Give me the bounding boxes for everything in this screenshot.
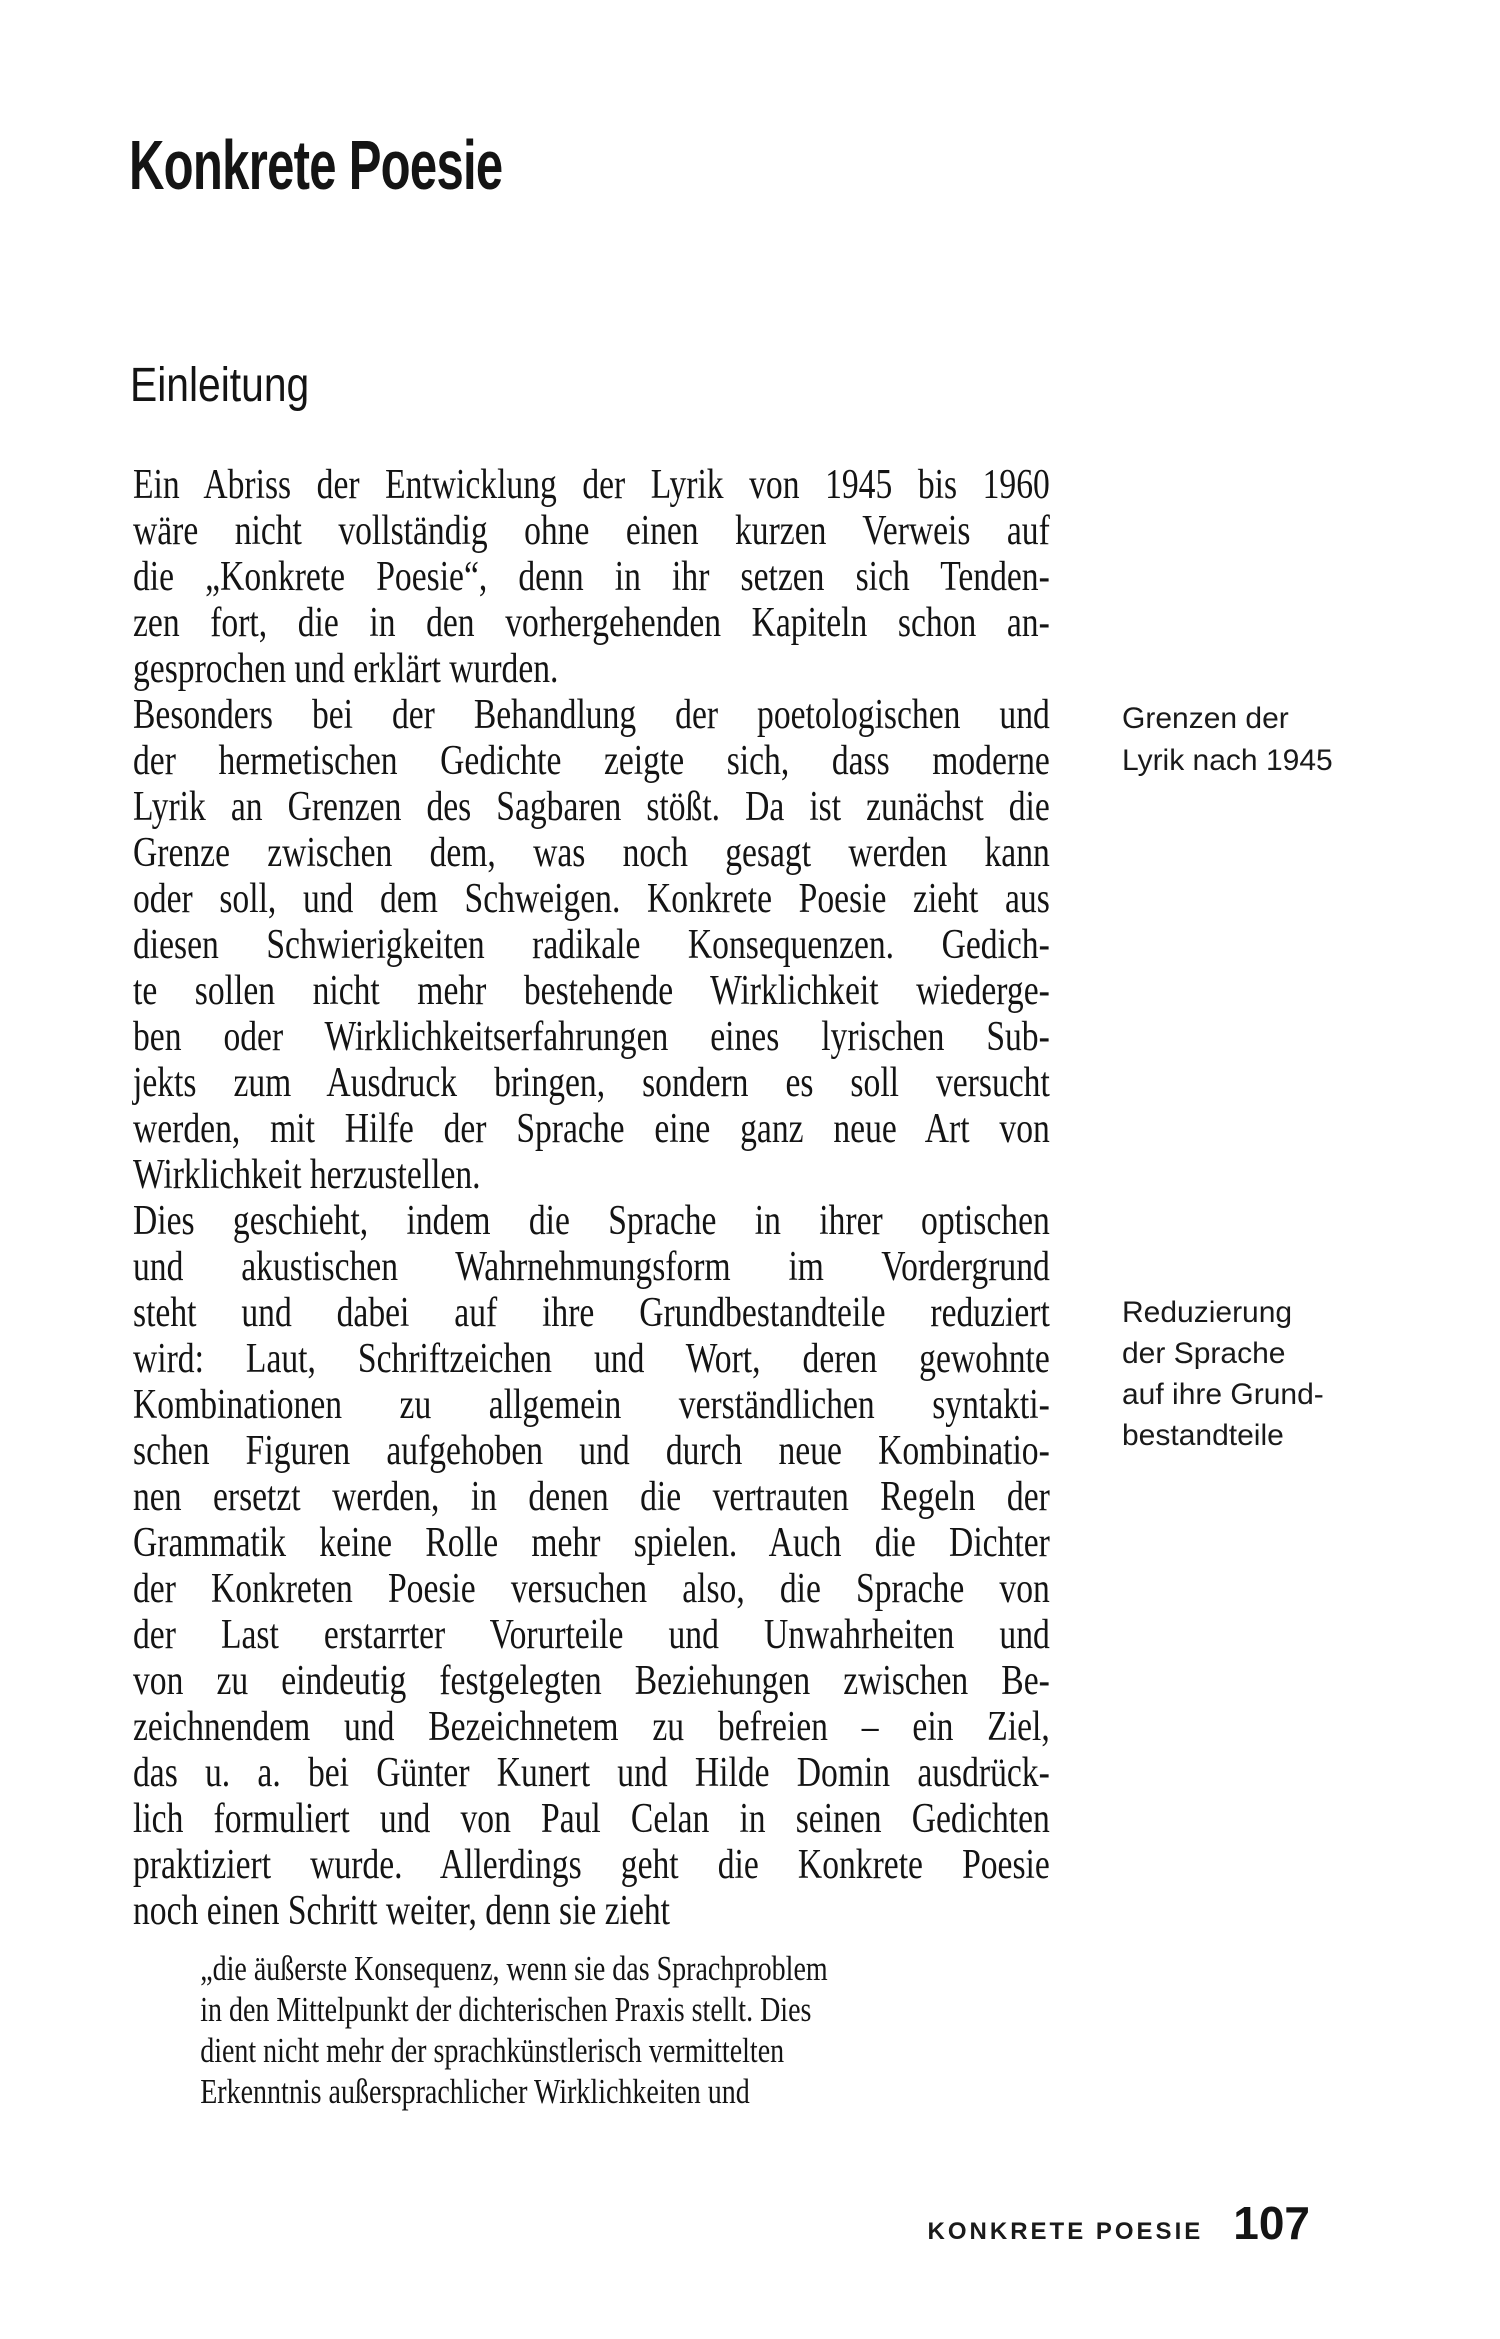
- body-line: und akustischen Wahrnehmungsform im Vordergrund: [133, 1244, 1050, 1290]
- body-line: lich formuliert und von Paul Celan in seinen Gedichten: [133, 1796, 1050, 1842]
- body-line: Grenze zwischen dem, was noch gesagt werden kann: [133, 830, 1050, 876]
- body-line: nen ersetzt werden, in denen die vertrauten Regeln der: [133, 1474, 1050, 1520]
- chapter-title: Konkrete Poesie: [129, 126, 503, 204]
- body-line: die „Konkrete Poesie“, denn in ihr setzen sich Tenden-: [133, 554, 1050, 600]
- margin-note-line: auf ihre Grund-: [1122, 1378, 1324, 1411]
- body-line: oder soll, und dem Schweigen. Konkrete Poesie zieht aus: [133, 876, 1050, 922]
- body-line: der hermetischen Gedichte zeigte sich, dass moderne: [133, 738, 1050, 784]
- body-paragraphs: [133, 462, 1050, 1934]
- body-line: steht und dabei auf ihre Grundbestandteile reduziert: [133, 1290, 1050, 1336]
- body-line: Grammatik keine Rolle mehr spielen. Auch die Dichter: [133, 1520, 1050, 1566]
- block-quote: [133, 1948, 1050, 2112]
- page-footer: [928, 2196, 1310, 2250]
- margin-note-reduzierung: [1122, 1292, 1324, 1456]
- body-line: der Konkreten Poesie versuchen also, die Sprache von: [133, 1566, 1050, 1612]
- body-line: gesprochen und erklärt wurden.: [133, 646, 559, 692]
- section-heading: Einleitung: [130, 359, 310, 412]
- body-line: das u. a. bei Günter Kunert und Hilde Domin ausdrück-: [133, 1750, 1050, 1796]
- body-line: der Last erstarrter Vorurteile und Unwahrheiten und: [133, 1612, 1050, 1658]
- margin-note-line: der Sprache: [1122, 1337, 1286, 1370]
- body-line: praktiziert wurde. Allerdings geht die Konkrete Poesie: [133, 1842, 1050, 1888]
- running-title: KONKRETE POESIE: [927, 2218, 1204, 2245]
- body-line: Lyrik an Grenzen des Sagbaren stößt. Da ist zunächst die: [133, 784, 1050, 830]
- body-line: wäre nicht vollständig ohne einen kurzen Verweis auf: [133, 508, 1050, 554]
- quote-line: in den Mittelpunkt der dichterischen Praxis stellt. Dies: [200, 1990, 812, 2029]
- body-line: werden, mit Hilfe der Sprache eine ganz neue Art von: [133, 1106, 1050, 1152]
- body-line: zeichnendem und Bezeichnetem zu befreien – ein Ziel,: [133, 1704, 1050, 1750]
- body-line: Dies geschieht, indem die Sprache in ihrer optischen: [133, 1198, 1050, 1244]
- body-line: schen Figuren aufgehoben und durch neue Kombinatio-: [133, 1428, 1050, 1474]
- body-line: Besonders bei der Behandlung der poetologischen und: [133, 692, 1050, 738]
- margin-note-grenzen: [1122, 698, 1333, 782]
- body-line: Kombinationen zu allgemein verständlichen syntakti-: [133, 1382, 1050, 1428]
- body-line: Wirklichkeit herzustellen.: [133, 1152, 481, 1198]
- quote-line: „die äußerste Konsequenz, wenn sie das Sprachproblem: [200, 1949, 828, 1988]
- quote-line: Erkenntnis außersprachlicher Wirklichkeiten und: [200, 2072, 750, 2111]
- body-line: wird: Laut, Schriftzeichen und Wort, deren gewohnte: [133, 1336, 1050, 1382]
- body-line: jekts zum Ausdruck bringen, sondern es soll versucht: [133, 1060, 1050, 1106]
- body-line: Ein Abriss der Entwicklung der Lyrik von 1945 bis 1960: [133, 462, 1050, 508]
- margin-note-line: Reduzierung: [1122, 1296, 1293, 1329]
- body-line: von zu eindeutig festgelegten Beziehungen zwischen Be-: [133, 1658, 1050, 1704]
- body-text: [133, 462, 1050, 2112]
- margin-note-line: bestandteile: [1122, 1419, 1284, 1452]
- margin-note-line: Lyrik nach 1945: [1122, 744, 1333, 777]
- page-number: 107: [1233, 2197, 1310, 2249]
- body-line: ben oder Wirklichkeitserfahrungen eines lyrischen Sub-: [133, 1014, 1050, 1060]
- body-line: diesen Schwierigkeiten radikale Konsequenzen. Gedich-: [133, 922, 1050, 968]
- body-line: te sollen nicht mehr bestehende Wirklichkeit wiederge-: [133, 968, 1050, 1014]
- body-line: zen fort, die in den vorhergehenden Kapiteln schon an-: [133, 600, 1050, 646]
- margin-note-line: Grenzen der: [1122, 702, 1289, 735]
- body-line: noch einen Schritt weiter, denn sie zieht: [133, 1888, 671, 1934]
- quote-line: dient nicht mehr der sprachkünstlerisch vermittelten: [200, 2031, 785, 2070]
